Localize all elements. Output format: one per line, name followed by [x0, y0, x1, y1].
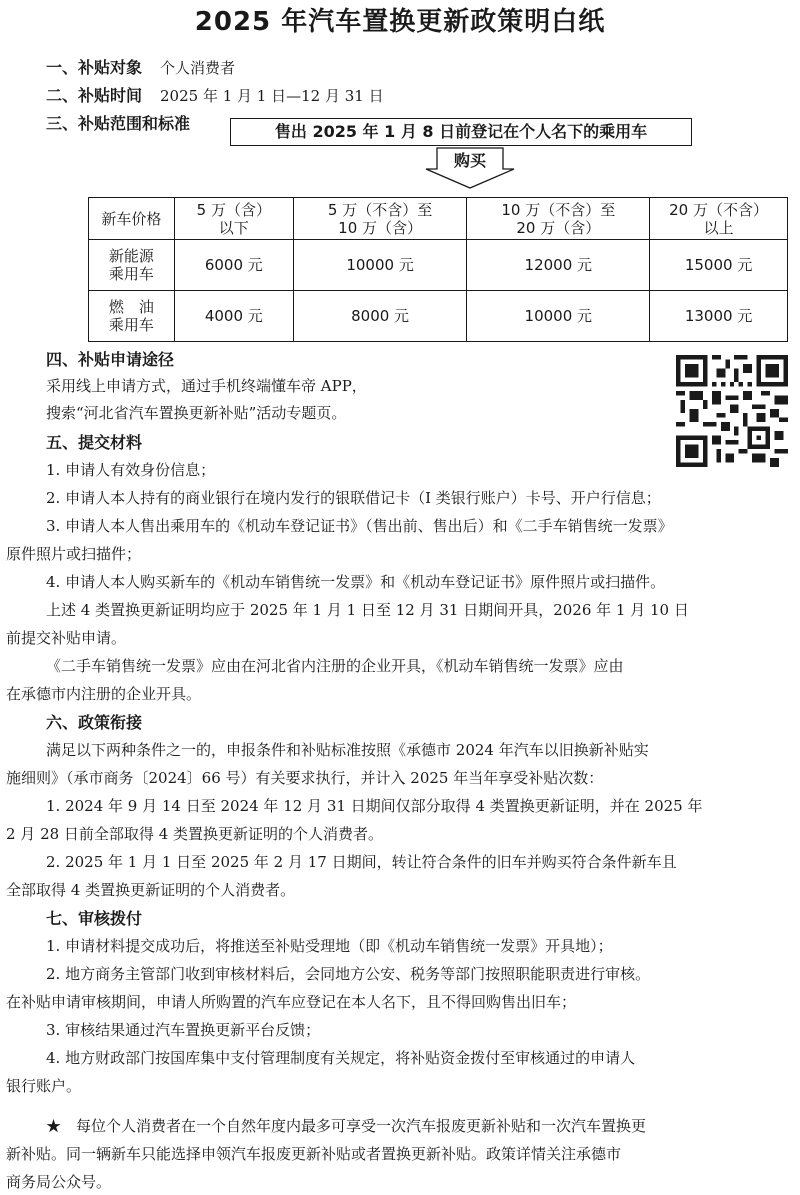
paragraph-line: 3. 申请人本人售出乘用车的《机动车登记证书》（售出前、售出后）和《二手车销售统一发票》: [46, 517, 673, 535]
section-target-heading: 一、补贴对象: [46, 58, 143, 77]
section-scope-heading: 三、补贴范围和标准: [46, 114, 191, 133]
note-line: 新补贴。同一辆新车只能选择申领汽车报废更新补贴或者置换更新补贴。政策详情关注承德市: [6, 1145, 622, 1163]
paragraph-line: 3. 审核结果通过汽车置换更新平台反馈；: [46, 1021, 321, 1039]
paragraph-line: 4. 申请人本人购买新车的《机动车销售统一发票》和《机动车登记证书》原件照片或扫描件。: [46, 573, 666, 591]
paragraph-line: 上述 4 类置换更新证明均应于 2025 年 1 月 1 日至 12 月 31 日期间开具，2026 年 1 月 10 日: [46, 601, 689, 619]
paragraph-line: 满足以下两种条件之一的，申报条件和补贴标准按照《承德市 2024 年汽车以旧换新补贴实: [46, 741, 649, 759]
subsidy-table: [88, 197, 788, 342]
paragraph-line: 1. 申请人有效身份信息；: [46, 461, 216, 479]
paragraph-line: 2 月 28 日前全部取得 4 类置换更新证明的个人消费者。: [6, 825, 384, 843]
section-period-value: 2025 年 1 月 1 日—12 月 31 日: [160, 87, 384, 105]
paragraph-line: 《二手车销售统一发票》应由在河北省内注册的企业开具，《机动车销售统一发票》应由: [46, 657, 624, 675]
paragraph-line: 施细则》（承市商务〔2024〕66 号）有关要求执行，并计入 2025 年当年享受补贴次数：: [6, 769, 604, 787]
paragraph-line: 原件照片或扫描件；: [6, 545, 142, 563]
header-cell: 10 万（不含）至 20 万（含）: [467, 198, 650, 240]
paragraph-line: 2. 申请人本人持有的商业银行在境内发行的银联借记卡（I 类银行账户）卡号、开户行信息；: [46, 489, 661, 507]
header-cell: 新车价格: [89, 198, 175, 240]
vehicle-type-cell: 燃 油 乘用车: [89, 291, 175, 342]
paragraph-line: 1. 申请材料提交成功后，将推送至补贴受理地（即《机动车销售统一发票》开具地）；: [46, 937, 613, 955]
subsidy-cell: 15000 元: [650, 240, 788, 291]
header-cell: 5 万（含） 以下: [174, 198, 293, 240]
section-review-heading: 七、审核拨付: [46, 909, 143, 928]
paragraph-line: 4. 地方财政部门按国库集中支付管理制度有关规定，将补贴资金拨付至审核通过的申请人: [46, 1049, 636, 1067]
paragraph-line: 1. 2024 年 9 月 14 日至 2024 年 12 月 31 日期间仅部分取得 4 类置换更新证明，并在 2025 年: [46, 797, 703, 815]
header-cell: 5 万（不含）至 10 万（含）: [293, 198, 467, 240]
paragraph-line: 2. 地方商务主管部门收到审核材料后，会同地方公安、税务等部门按照职能职责进行审核。: [46, 965, 651, 983]
paragraph-line: 采用线上申请方式，通过手机终端懂车帝 APP，: [46, 377, 367, 395]
paragraph-line: 全部取得 4 类置换更新证明的个人消费者。: [6, 881, 296, 899]
section-target-value: 个人消费者: [160, 59, 236, 77]
subsidy-cell: 13000 元: [650, 291, 788, 342]
purchase-label: 购买: [453, 151, 486, 170]
paragraph-line: 2. 2025 年 1 月 1 日至 2025 年 2 月 17 日期间，转让符合条件的旧车并购买符合条件新车且: [46, 853, 677, 871]
section-period-heading: 二、补贴时间: [46, 86, 143, 105]
table-header-row: [89, 198, 788, 240]
subsidy-cell: 10000 元: [467, 291, 650, 342]
paragraph-line: 搜索“河北省汽车置换更新补贴”活动专题页。: [46, 404, 347, 422]
paragraph-line: 前提交补贴申请。: [6, 629, 127, 647]
vehicle-type-cell: 新能源 乘用车: [89, 240, 175, 291]
note-line: ★ 每位个人消费者在一个自然年度内最多可享受一次汽车报废更新补贴和一次汽车置换更: [46, 1117, 647, 1135]
subsidy-cell: 12000 元: [467, 240, 650, 291]
header-cell: 20 万（不含） 以上: [650, 198, 788, 240]
trade-in-condition-banner: 售出 2025 年 1 月 8 日前登记在个人名下的乘用车: [230, 118, 692, 146]
section-target: [46, 56, 235, 80]
table-row: [89, 240, 788, 291]
page-title: 2025 年汽车置换更新政策明白纸: [194, 7, 606, 37]
subsidy-cell: 6000 元: [174, 240, 293, 291]
section-transition-heading: 六、政策衔接: [46, 713, 143, 732]
subsidy-cell: 4000 元: [174, 291, 293, 342]
note-line: 商务局公众号。: [6, 1173, 112, 1191]
qr-code: [676, 355, 788, 467]
paragraph-line: 在补贴申请审核期间，申请人所购置的汽车应登记在本人名下，且不得回购售出旧车；: [6, 993, 577, 1011]
paragraph-line: 银行账户。: [6, 1077, 82, 1095]
section-period: [46, 84, 384, 108]
subsidy-cell: 8000 元: [293, 291, 467, 342]
paragraph-line: 在承德市内注册的企业开具。: [6, 685, 202, 703]
section-materials-heading: 五、提交材料: [46, 433, 143, 452]
table-row: [89, 291, 788, 342]
subsidy-cell: 10000 元: [293, 240, 467, 291]
purchase-arrow: [425, 147, 515, 189]
section-apply-heading: 四、补贴申请途径: [46, 350, 175, 369]
